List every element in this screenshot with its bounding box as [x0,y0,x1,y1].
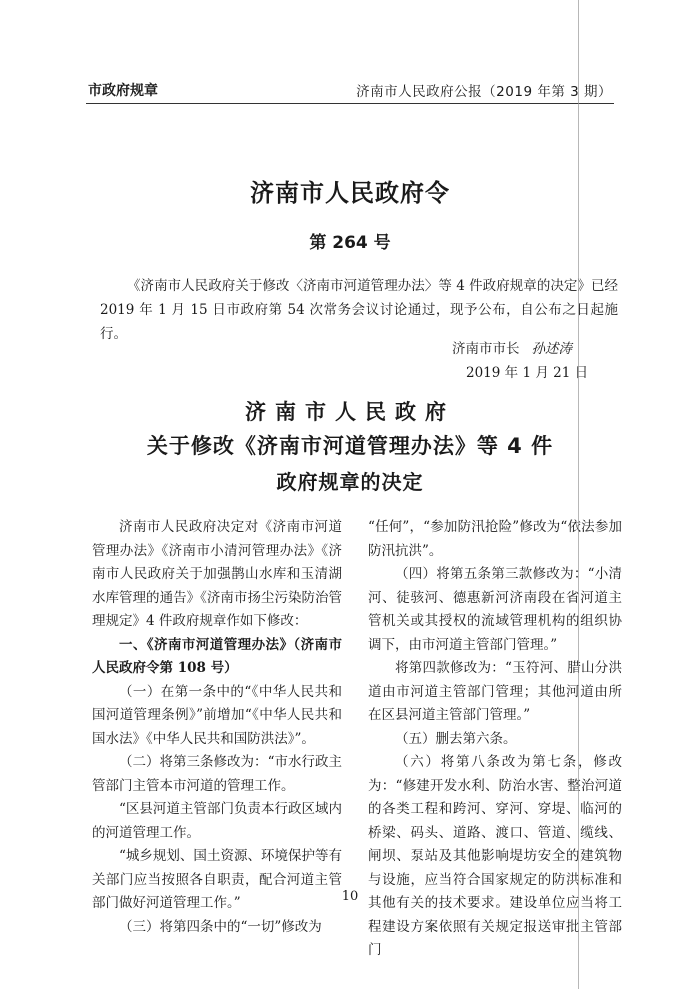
paragraph: （六）将第八条改为第七条，修改为：“修建开发水利、防治水害、整治河道的各类工程和跨河、穿河、穿堤、临河的桥梁、码头、道路、渡口、管道、缆线、闸坝、泵站及其他影响堤坊安全的建筑物与设施，应当符合国家规定的防洪标准和其他有关的技术要求。建设单位应当将工程建设方案依照有关规定报送审批主管部门 [368,754,622,958]
signer-title: 济南市市长 [452,341,520,357]
decision-title-line-1: 济南市人民政府 [245,400,455,424]
header-publication-title: 济南市人民政府公报（2019 年第 3 期） [356,84,612,100]
order-number: 第 264 号 [309,233,391,253]
order-title: 济南市人民政府令 [250,179,450,207]
paragraph: “区县河道主管部门负责本行政区域内的河道管理工作。 [92,801,342,841]
paragraph: （三）将第四条中的“一切”修改为 [119,918,322,935]
paragraph: （四）将第五条第三款修改为：“小清河、徒骇河、德惠新河济南段在省河道主管机关或其授权的流域管理机构的组织协调下，由市河道主管部门管理。” [368,566,622,653]
paragraph: 将第四款修改为：“玉符河、腊山分洪道由市河道主管部门管理；其他河道由所在区县河道主管部门管理。” [368,660,622,723]
decision-title-line-2: 关于修改《济南市河道管理办法》等 4 件 [146,434,554,458]
header-section-label: 市政府规章 [88,83,158,99]
header-rule [86,103,614,104]
order-intro-paragraph: 《济南市人民政府关于修改〈济南市河道管理办法〉等 4 件政府规章的决定》已经 2019 年 1 月 15 日市政府第 54 次常务会议讨论通过，现予公布，自公布之日起施行。 [100,278,618,342]
decision-title-line-3: 政府规章的决定 [276,470,424,494]
signature-block [452,337,572,357]
section-heading: 一、《济南市河道管理办法》（济南市人民政府令第 108 号） [92,636,342,676]
paragraph: （一）在第一条中的“《中华人民共和国河道管理条例》”前增加“《中华人民共和国水法》《中华人民共和国防洪法》”。 [92,683,342,747]
signature-date: 2019 年 1 月 21 日 [466,365,589,381]
paragraph: （二）将第三条修改为：“市水行政主管部门主管本市河道的管理工作。 [92,754,342,794]
scan-edge-line [578,0,579,989]
signer-name: 孙述涛 [531,341,572,357]
paragraph-continued: “任何”，“参加防汛抢险”修改为“依法参加防汛抗洪”。 [368,519,622,559]
paragraph: 济南市人民政府决定对《济南市河道管理办法》《济南市小清河管理办法》《济南市人民政府关于加强鹊山水库和玉清湖水库管理的通告》《济南市扬尘污染防治管理规定》4 件政府规章作如下修改： [92,519,342,629]
page-number: 10 [341,889,359,904]
paragraph: （五）删去第六条。 [395,730,517,747]
body-left-column [92,516,342,939]
paragraph: “城乡规划、国土资源、环境保护等有关部门应当按照各自职责，配合河道主管部门做好河道管理工作。” [92,848,342,911]
